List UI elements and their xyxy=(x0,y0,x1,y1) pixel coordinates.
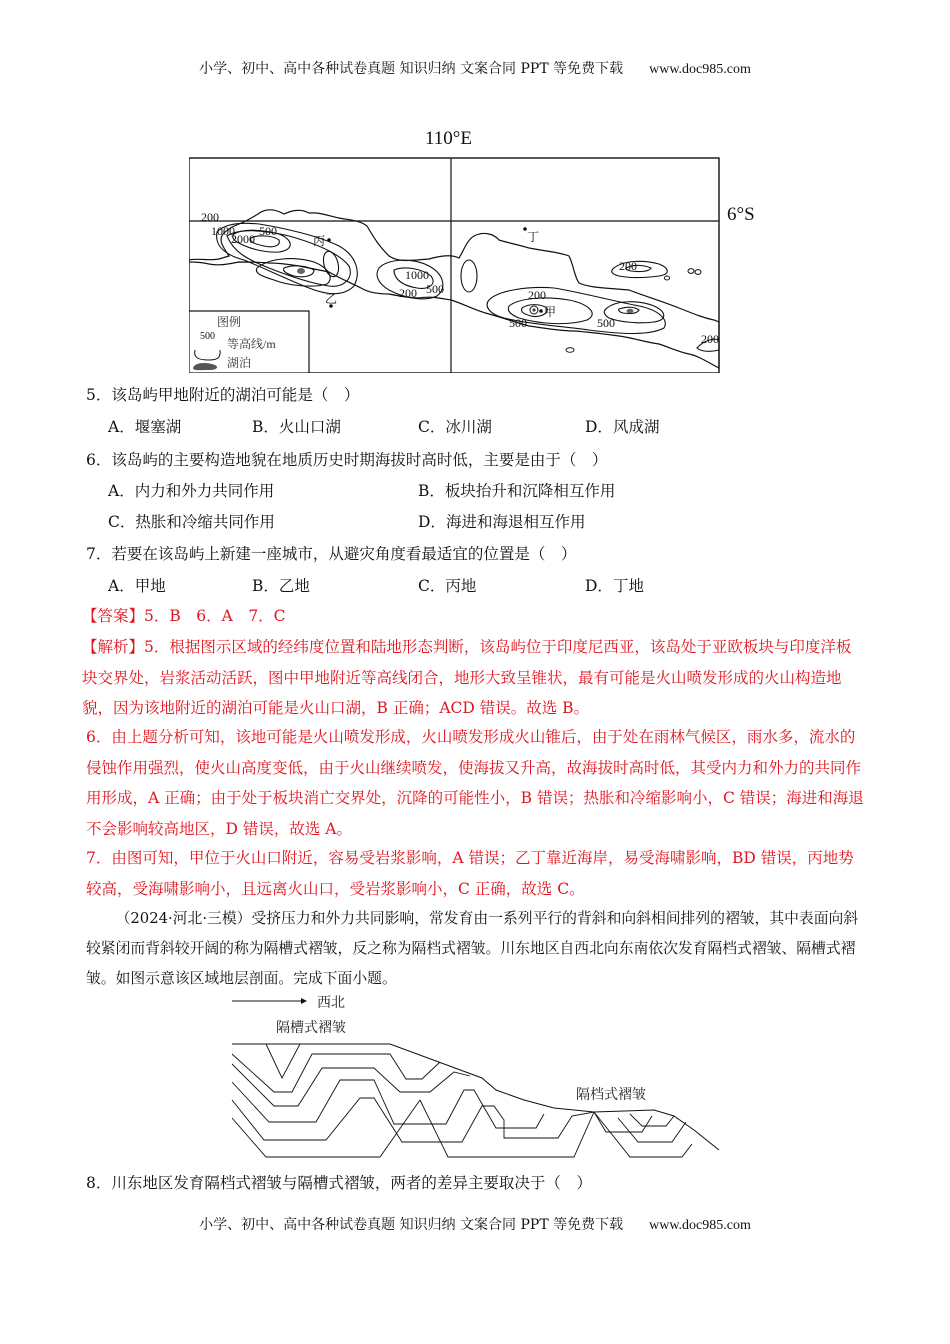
contour-label: 200 xyxy=(528,288,546,302)
q5-option-c: C．冰川湖 xyxy=(418,418,492,436)
place-bing: 丙 xyxy=(313,234,326,248)
contour-label: 200 xyxy=(399,286,417,300)
contour-label: 200 xyxy=(201,210,219,224)
place-jia: 甲 xyxy=(544,305,557,319)
contour-label: 200 xyxy=(619,259,637,273)
question-number: 7． xyxy=(86,545,112,563)
footer-text: 小学、初中、高中各种试卷真题 知识归纳 文案合同 PPT 等免费下载 xyxy=(199,1217,624,1233)
q7-option-b: B．乙地 xyxy=(252,577,310,595)
contour-map-figure xyxy=(189,128,779,373)
q7-option-a: A．甲地 xyxy=(108,577,166,595)
q5-option-b: B．火山口湖 xyxy=(252,418,341,436)
q6-option-d: D．海进和海退相互作用 xyxy=(418,513,586,531)
header-text: 小学、初中、高中各种试卷真题 知识归纳 文案合同 PPT 等免费下载 xyxy=(199,61,624,77)
question-text: 该岛屿的主要构造地貌在地质历史时期海拔时高时低，主要是由于（ ） xyxy=(111,451,608,469)
contour-label: 2000 xyxy=(231,232,255,246)
question-number: 5． xyxy=(86,386,112,404)
analysis-6 xyxy=(86,722,866,844)
place-yi: 乙 xyxy=(325,292,338,306)
question-number: 6． xyxy=(86,451,112,469)
q6-option-a: A．内力和外力共同作用 xyxy=(108,482,275,500)
question-group-intro xyxy=(86,904,866,994)
question-8 xyxy=(86,1173,592,1193)
q5-option-a: A．堰塞湖 xyxy=(108,418,182,436)
page-header xyxy=(0,58,950,78)
contour-map xyxy=(189,128,779,373)
footer-url[interactable]: www.doc985.com xyxy=(649,1218,751,1233)
legend-title: 图例 xyxy=(217,315,242,329)
q7-option-d: D．丁地 xyxy=(585,577,644,595)
header-url[interactable]: www.doc985.com xyxy=(649,62,751,77)
legend-lake-label: 湖泊 xyxy=(227,356,252,370)
answer-label: 【答案】 xyxy=(82,607,145,625)
legend-contour-sample: 500 xyxy=(200,331,215,342)
intro-text: （2024·河北·三模）受挤压力和外力共同影响，常发育由一系列平行的背斜和向斜相间排列的褶皱，其中表面向斜较紧闭而背斜较开阔的称为隔槽式褶皱，反之称为隔档式褶皱。川东地区自西北向东南依次发育隔档式褶皱、隔槽式褶皱。如图示意该区域地层剖面。完成下面小题。 xyxy=(86,910,859,987)
question-5 xyxy=(86,385,359,405)
analysis-label: 【解析】 xyxy=(82,638,145,656)
answer-text: 5．B 6．A 7．C xyxy=(144,607,286,625)
fold-label-right: 隔档式褶皱 xyxy=(576,1087,646,1103)
legend-contour-label: 等高线/m xyxy=(227,337,276,351)
question-text: 若要在该岛屿上新建一座城市，从避灾角度看最适宜的位置是（ ） xyxy=(111,545,577,563)
analysis-7 xyxy=(86,843,866,904)
analysis-text-5: 5．根据图示区域的经纬度位置和陆地形态判断，该岛屿位于印度尼西亚，该岛处于亚欧板块与印度洋板块交界处，岩浆活动活跃，图中甲地附近等高线闭合，地形大致呈锥状，最有可能是火山喷发形成的火山构造地貌，因为该地附近的湖泊可能是火山口湖，B 正确；ACD 错误。故选 B。 xyxy=(82,638,852,717)
q7-option-c: C．丙地 xyxy=(418,577,477,595)
contour-label: 200 xyxy=(701,332,719,346)
page-footer xyxy=(0,1214,950,1234)
place-ding: 丁 xyxy=(527,230,540,244)
direction-label: 西北 xyxy=(317,995,345,1011)
contour-label: 500 xyxy=(597,316,615,330)
q5-option-d: D．风成湖 xyxy=(585,418,660,436)
answer-line xyxy=(82,606,286,626)
latitude-label: 6°S xyxy=(727,204,755,225)
longitude-label: 110°E xyxy=(425,128,472,149)
q6-option-b: B．板块抬升和沉降相互作用 xyxy=(418,482,616,500)
fold-label-left: 隔槽式褶皱 xyxy=(276,1020,346,1036)
question-text: 该岛屿甲地附近的湖泊可能是（ ） xyxy=(111,386,360,404)
question-text: 川东地区发育隔档式褶皱与隔槽式褶皱，两者的差异主要取决于（ ） xyxy=(111,1174,592,1192)
contour-label: 1000 xyxy=(211,224,235,238)
analysis-5 xyxy=(82,632,862,724)
fold-profile-figure xyxy=(214,992,744,1167)
question-number: 8． xyxy=(86,1174,112,1192)
contour-label: 500 xyxy=(426,282,444,296)
analysis-text-6: 6．由上题分析可知，该地可能是火山喷发形成，火山喷发形成火山锥后，由于处在雨林气候区，雨水多，流水的侵蚀作用强烈，使火山高度变低，由于火山继续喷发，使海拔又升高，故海拔时高时低，其受内力和外力的共同作用形成，A 正确；由于处于板块消亡交界处，沉降的可能性小，B 错误；热胀和冷缩影响小，C 错误；海进和海退不会影响较高地区，D 错误，故选 A。 xyxy=(86,728,864,838)
q6-option-c: C．热胀和冷缩共同作用 xyxy=(108,513,275,531)
analysis-text-7: 7．由图可知，甲位于火山口附近，容易受岩浆影响，A 错误；乙丁靠近海岸，易受海啸影响，BD 错误，丙地势较高，受海啸影响小，且远离火山口，受岩浆影响小，C 正确，故选 C。 xyxy=(86,849,854,898)
contour-label: 500 xyxy=(259,224,277,238)
contour-label: 500 xyxy=(509,316,527,330)
contour-label: 1000 xyxy=(405,268,429,282)
question-6 xyxy=(86,450,607,470)
question-7 xyxy=(86,544,576,564)
